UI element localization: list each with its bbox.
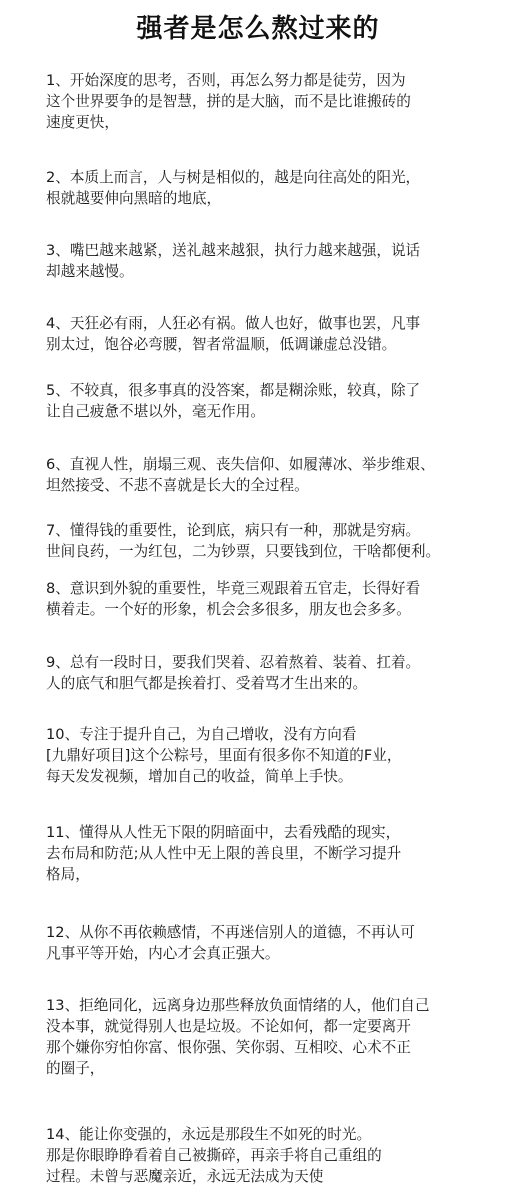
paragraph-line: 的圈子， [46, 1060, 105, 1077]
paragraph-12 [46, 922, 508, 964]
paragraph-line: 那是你眼睁睁看着自己被撕碎，再亲手将自己重组的 [46, 1147, 382, 1164]
paragraph-line: 每天发发视频，增加自己的收益，简单上手快。 [46, 768, 353, 785]
paragraph-14 [46, 1124, 508, 1187]
paragraph-line: 过程。未曾与恶魔亲近，永远无法成为天使 [46, 1168, 324, 1185]
paragraph-line: 6、直视人性，崩塌三观、丧失信仰、如履薄冰、举步维艰、 [46, 456, 435, 473]
paragraph-4 [46, 313, 508, 355]
paragraph-line: 去布局和防范;从人性中无上限的善良里，不断学习提升 [46, 845, 402, 862]
paragraph-line: 人的底气和胆气都是挨着打、受着骂才生出来的。 [46, 675, 368, 692]
paragraph-2 [46, 167, 508, 209]
paragraph-line: 根就越要伸向黑暗的地底， [46, 190, 222, 207]
paragraph-3 [46, 240, 508, 282]
paragraph-5 [46, 380, 508, 422]
paragraph-line: 横着走。一个好的形象，机会会多很多，朋友也会多多。 [46, 601, 411, 618]
paragraph-line: 14、能让你变强的，永远是那段生不如死的时光。 [46, 1126, 372, 1143]
paragraph-line: 别太过，饱谷必弯腰，智者常温顺，低调谦虚总没错。 [46, 336, 397, 353]
paragraph-line: 13、拒绝同化，远离身边那些释放负面情绪的人，他们自己 [46, 997, 430, 1014]
paragraph-line: 9、总有一段时日，要我们哭着、忍着熬着、装着、扛着。 [46, 654, 421, 671]
paragraph-11 [46, 822, 508, 885]
paragraph-line: 12、从你不再依赖感情，不再迷信别人的道德，不再认可 [46, 924, 415, 941]
paragraph-line: 没本事，就觉得别人也是垃圾。不论如何，都一定要离开 [46, 1018, 411, 1035]
paragraph-13 [46, 995, 508, 1079]
paragraph-line: 那个嫌你穷怕你富、恨你强、笑你弱、互相咬、心术不正 [46, 1039, 411, 1056]
paragraph-9 [46, 652, 508, 694]
paragraph-line: 世间良药，一为红包，二为钞票，只要钱到位，干啥都便利。 [46, 543, 441, 560]
paragraph-line: 却越来越慢。 [46, 263, 134, 280]
paragraph-6 [46, 454, 508, 496]
paragraph-line: 1、开始深度的思考，否则，再怎么努力都是徒劳，因为 [46, 72, 406, 89]
paragraph-8 [46, 578, 508, 620]
paragraph-line: [九鼎好项目]这个公粽号，里面有很多你不知道的F业， [46, 747, 402, 764]
paragraph-line: 让自己疲惫不堪以外，毫无作用。 [46, 403, 265, 420]
paragraph-line: 3、嘴巴越来越紧，送礼越来越狠，执行力越来越强，说话 [46, 242, 421, 259]
page-title: 强者是怎么熬过来的 [136, 14, 380, 44]
paragraph-line: 4、天狂必有雨，人狂必有祸。做人也好，做事也罢，凡事 [46, 315, 421, 332]
paragraph-line: 格局， [46, 866, 90, 883]
paragraph-7 [46, 520, 508, 562]
paragraph-line: 8、意识到外貌的重要性，毕竟三观跟着五官走，长得好看 [46, 580, 421, 597]
paragraph-line: 10、专注于提升自己，为自己增收，没有方向看 [46, 726, 357, 743]
paragraph-line: 7、懂得钱的重要性，论到底，病只有一种，那就是穷病。 [46, 522, 421, 539]
paragraph-line: 坦然接受、不悲不喜就是长大的全过程。 [46, 477, 309, 494]
paragraph-line: 11、懂得从人性无下限的阴暗面中，去看残酷的现实， [46, 824, 401, 841]
paragraph-line: 2、本质上而言，人与树是相似的，越是向往高处的阳光， [46, 169, 421, 186]
paragraph-line: 速度更快， [46, 114, 119, 131]
paragraph-line: 凡事平等开始，内心才会真正强大。 [46, 945, 280, 962]
paragraph-10 [46, 724, 508, 787]
paragraph-1 [46, 70, 508, 133]
paragraph-line: 5、不较真，很多事真的没答案，都是糊涂账，较真，除了 [46, 382, 421, 399]
paragraph-line: 这个世界要争的是智慧，拼的是大脑，而不是比谁搬砖的 [46, 93, 411, 110]
